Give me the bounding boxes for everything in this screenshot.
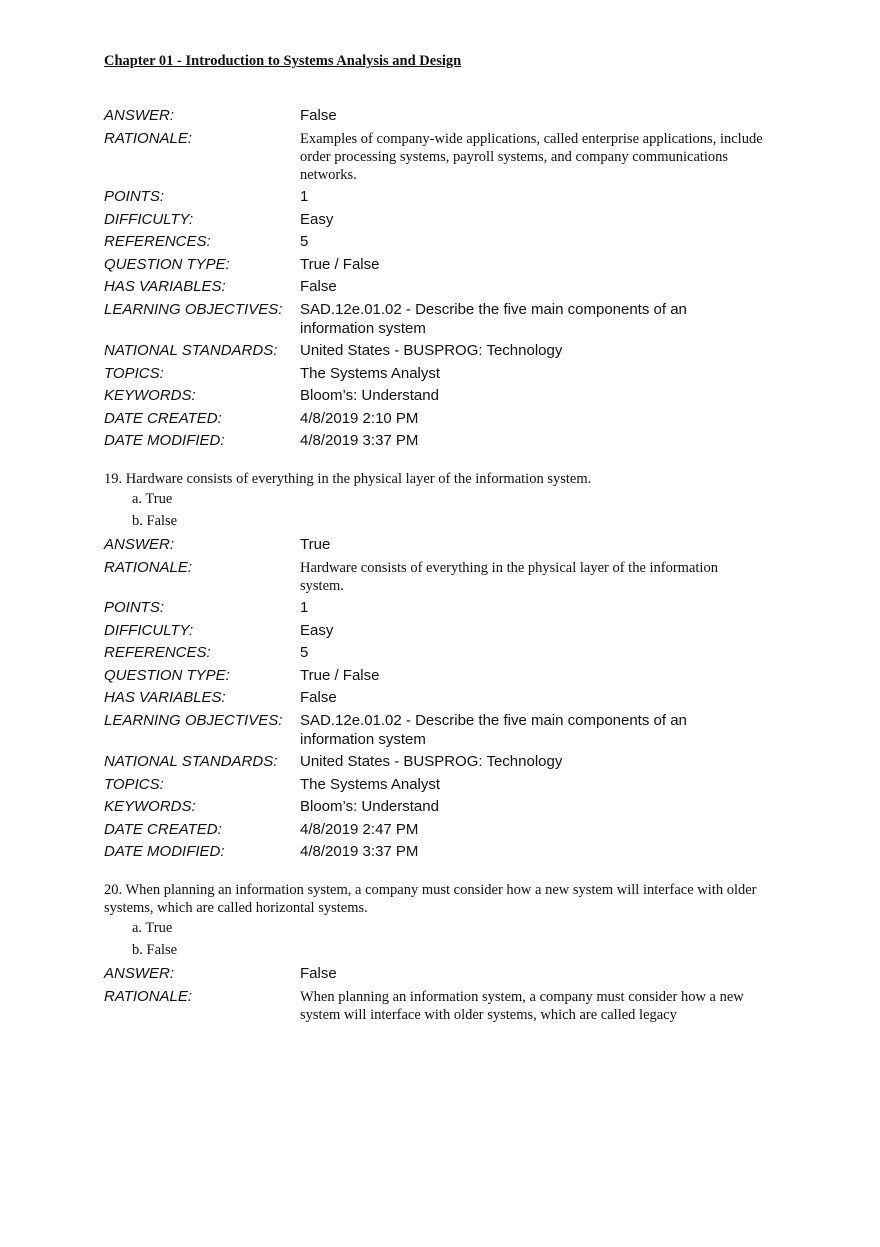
has-variables-value: False <box>300 278 337 295</box>
national-standards-value: United States - BUSPROG: Technology <box>300 342 563 359</box>
points-value: 1 <box>300 188 309 205</box>
points-value: 1 <box>300 599 309 616</box>
q19-text: 19. Hardware consists of everything in the physical layer of the information system. <box>104 471 592 487</box>
references-label: REFERENCES: <box>104 233 211 250</box>
learning-objectives-value: SAD.12e.01.02 - Describe the five main components of an information system <box>300 711 687 748</box>
q20-metadata <box>104 962 764 1025</box>
question-type-value: True / False <box>300 255 380 273</box>
national-standards-label: NATIONAL STANDARDS: <box>104 342 278 359</box>
date-created-value: 4/8/2019 2:47 PM <box>300 820 419 838</box>
has-variables-label: HAS VARIABLES: <box>104 689 226 706</box>
answer-value: True <box>300 536 331 553</box>
rationale-label: RATIONALE: <box>104 987 193 1005</box>
national-standards-label: NATIONAL STANDARDS: <box>104 753 278 770</box>
date-created-label: DATE CREATED: <box>104 820 222 838</box>
chapter-header: Chapter 01 - Introduction to Systems Analysis and Design <box>104 53 462 69</box>
answer-value: False <box>300 965 337 982</box>
date-modified-label: DATE MODIFIED: <box>104 843 225 860</box>
rationale-value: When planning an information system, a company must consider how a new system will interface with older systems, which are called legacy <box>300 988 744 1023</box>
date-modified-value: 4/8/2019 3:37 PM <box>300 843 419 860</box>
question-type-label: QUESTION TYPE: <box>104 666 230 684</box>
rationale-value: Examples of company-wide applications, called enterprise applications, include order processing systems, payroll systems, and company communications networks. <box>300 130 763 183</box>
date-modified-value: 4/8/2019 3:37 PM <box>300 432 419 449</box>
topics-value: The Systems Analyst <box>300 775 441 793</box>
difficulty-label: DIFFICULTY: <box>104 210 194 228</box>
option-b: b. False <box>132 512 178 529</box>
keywords-value: Bloom’s: Understand <box>300 798 439 815</box>
answer-label: ANSWER: <box>104 536 175 553</box>
rationale-label: RATIONALE: <box>104 558 193 576</box>
rationale-label: RATIONALE: <box>104 129 193 147</box>
learning-objectives-label: LEARNING OBJECTIVES: <box>104 711 283 729</box>
question-type-label: QUESTION TYPE: <box>104 255 230 273</box>
references-value: 5 <box>300 644 309 661</box>
date-modified-label: DATE MODIFIED: <box>104 432 225 449</box>
has-variables-label: HAS VARIABLES: <box>104 278 226 295</box>
learning-objectives-label: LEARNING OBJECTIVES: <box>104 300 283 318</box>
option-b: b. False <box>132 941 178 958</box>
learning-objectives-value: SAD.12e.01.02 - Describe the five main components of an information system <box>300 300 687 337</box>
q18-metadata <box>104 104 764 452</box>
references-label: REFERENCES: <box>104 644 211 661</box>
q20-options <box>132 918 177 961</box>
option-a: a. True <box>132 491 173 507</box>
q20-text: 20. When planning an information system, a company must consider how a new system will interface with older systems, which are called horizontal systems. <box>104 882 757 916</box>
topics-label: TOPICS: <box>104 775 164 793</box>
question-type-value: True / False <box>300 666 380 684</box>
keywords-label: KEYWORDS: <box>104 798 196 815</box>
date-created-label: DATE CREATED: <box>104 409 222 427</box>
points-label: POINTS: <box>104 599 165 616</box>
difficulty-value: Easy <box>300 210 334 228</box>
topics-value: The Systems Analyst <box>300 364 441 382</box>
answer-value: False <box>300 107 337 124</box>
option-a: a. True <box>132 920 173 936</box>
q19-options <box>132 489 177 532</box>
keywords-value: Bloom’s: Understand <box>300 387 439 404</box>
answer-label: ANSWER: <box>104 965 175 982</box>
keywords-label: KEYWORDS: <box>104 387 196 404</box>
difficulty-value: Easy <box>300 621 334 639</box>
q19-metadata <box>104 533 764 863</box>
references-value: 5 <box>300 233 309 250</box>
national-standards-value: United States - BUSPROG: Technology <box>300 753 563 770</box>
date-created-value: 4/8/2019 2:10 PM <box>300 409 419 427</box>
topics-label: TOPICS: <box>104 364 164 382</box>
answer-label: ANSWER: <box>104 107 175 124</box>
has-variables-value: False <box>300 689 337 706</box>
difficulty-label: DIFFICULTY: <box>104 621 194 639</box>
points-label: POINTS: <box>104 188 165 205</box>
rationale-value: Hardware consists of everything in the physical layer of the information system. <box>300 559 718 594</box>
